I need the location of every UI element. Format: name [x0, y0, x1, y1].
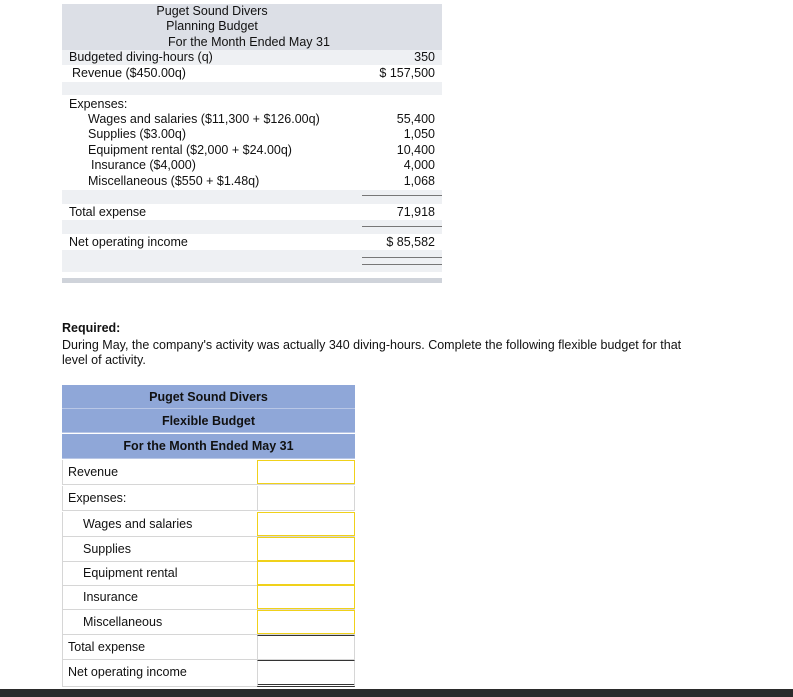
bottom-band: [0, 689, 793, 697]
subtotal-rule: [362, 195, 442, 196]
flex-supplies-label: Supplies: [83, 542, 131, 556]
flex-revenue-input[interactable]: [257, 460, 355, 484]
noi-value: $ 85,582: [386, 235, 435, 249]
flex-equipment-label: Equipment rental: [83, 566, 178, 580]
flex-row-revenue: [62, 460, 355, 485]
flex-misc-label: Miscellaneous: [83, 615, 163, 629]
flex-row-expenses-heading: [62, 486, 355, 511]
wages-label: Wages and salaries ($11,300 + $126.00q): [88, 112, 320, 126]
row-stripe: [62, 82, 442, 95]
noi-double-rule-top: [362, 257, 442, 258]
flex-misc-input[interactable]: [257, 610, 355, 634]
flex-expenses-heading: Expenses:: [68, 491, 127, 505]
section-divider: [62, 278, 442, 283]
flex-budget-period-text: For the Month Ended May 31: [123, 439, 294, 453]
flex-insurance-label: Insurance: [83, 590, 138, 604]
flex-supplies-input[interactable]: [257, 537, 355, 561]
supplies-value: 1,050: [403, 127, 435, 141]
misc-value: 1,068: [403, 174, 435, 188]
hours-value: 350: [414, 50, 435, 64]
supplies-label: Supplies ($3.00q): [88, 127, 186, 141]
flex-row-misc: [62, 610, 355, 635]
flex-row-noi: [62, 660, 355, 687]
flex-budget-company-text: Puget Sound Divers: [149, 390, 268, 404]
planning-budget-company: Puget Sound Divers: [156, 4, 268, 18]
flex-wages-input[interactable]: [257, 512, 355, 536]
total-expense-label: Total expense: [69, 205, 147, 219]
row-stripe: [62, 250, 442, 272]
flex-noi-label: Net operating income: [68, 665, 187, 679]
insurance-value: 4,000: [403, 158, 435, 172]
flex-row-supplies: [62, 537, 355, 562]
flex-total-label: Total expense: [68, 640, 146, 654]
revenue-value: $ 157,500: [379, 66, 435, 80]
flex-row-wages: [62, 512, 355, 537]
equipment-value: 10,400: [396, 143, 435, 157]
required-heading: Required:: [62, 321, 121, 335]
row-stripe: [62, 190, 442, 204]
flex-total-input[interactable]: [257, 635, 355, 659]
planning-budget-title: Planning Budget: [166, 19, 258, 33]
insurance-label: Insurance ($4,000): [91, 158, 196, 172]
flex-budget-title: [62, 409, 355, 433]
flex-expenses-blank-cell: [257, 486, 355, 510]
equipment-label: Equipment rental ($2,000 + $24.00q): [88, 143, 292, 157]
planning-budget-period: For the Month Ended May 31: [168, 35, 330, 49]
flex-noi-input[interactable]: [257, 660, 355, 687]
flex-budget-period: [62, 434, 355, 459]
wages-value: 55,400: [396, 112, 435, 126]
flex-insurance-input[interactable]: [257, 585, 355, 609]
revenue-label: Revenue ($450.00q): [72, 66, 186, 80]
flex-revenue-label: Revenue: [68, 465, 119, 479]
flex-row-insurance: [62, 585, 355, 610]
total-expense-value: 71,918: [396, 205, 435, 219]
flex-budget-title-text: Flexible Budget: [161, 414, 256, 428]
flex-budget-company: [62, 385, 355, 409]
expenses-heading: Expenses:: [69, 97, 128, 111]
total-rule: [362, 226, 442, 227]
required-text: During May, the company's activity was actually 340 diving-hours. Complete the following flexible budget for that level of activity.: [62, 338, 682, 367]
noi-label: Net operating income: [69, 235, 188, 249]
flex-wages-label: Wages and salaries: [83, 517, 193, 531]
flex-row-equipment: [62, 561, 355, 586]
row-stripe: [62, 220, 442, 234]
flex-row-total: [62, 635, 355, 660]
noi-double-rule-bottom: [362, 264, 442, 265]
misc-label: Miscellaneous ($550 + $1.48q): [88, 174, 260, 188]
flex-equipment-input[interactable]: [257, 561, 355, 585]
hours-label: Budgeted diving-hours (q): [69, 50, 213, 64]
